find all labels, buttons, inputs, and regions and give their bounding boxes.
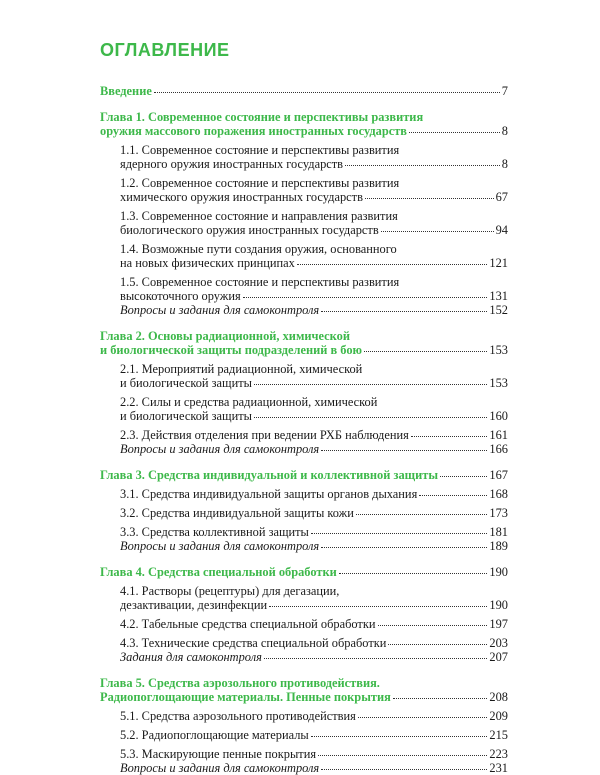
toc-entry-section[interactable] [100,598,508,612]
toc-entry-section-label: 3.1. Средства индивидуальной защиты органов дыхания [120,487,418,501]
dot-leader [345,165,500,166]
dot-leader [381,231,494,232]
toc-entry-section-label: 5.3. Маскирующие пенные покрытия [120,747,317,761]
toc-entry-section[interactable] [100,157,508,171]
toc-page-number: 209 [489,709,508,723]
dot-leader [393,698,488,699]
toc-entry-section-label: 4.3. Технические средства специальной обработки [120,636,387,650]
toc-entry-chapter-line: Глава 2. Основы радиационной, химической [100,329,350,343]
chapter-block [100,110,508,317]
chapter-list [100,98,508,775]
dot-leader [254,417,487,418]
toc-entry-chapter[interactable] [100,343,508,357]
dot-leader [388,644,487,645]
toc-page-number: 207 [489,650,508,664]
toc-entry-section[interactable] [100,409,508,423]
table-of-contents [100,84,508,775]
toc-entry-section[interactable] [100,223,508,237]
toc-entry-chapter-label: Глава 3. Средства индивидуальной и коллективной защиты [100,468,439,482]
toc-entry-section[interactable] [100,636,508,650]
toc-entry-self-check[interactable] [100,442,508,456]
toc-entry-section-label: высокоточного оружия [120,289,241,303]
spacer [100,317,508,329]
toc-entry-section[interactable] [100,428,508,442]
dot-leader [243,297,488,298]
dot-leader [364,351,487,352]
toc-entry-section[interactable] [100,256,508,270]
dot-leader [269,606,487,607]
toc-page-number: 168 [489,487,508,501]
toc-entry-intro[interactable] [100,84,508,98]
dot-leader [311,736,488,737]
dot-leader [378,625,488,626]
toc-entry-section-label: 5.2. Радиопоглощающие материалы [120,728,309,742]
toc-page-number: 231 [489,761,508,775]
toc-entry-self-check[interactable] [100,761,508,775]
toc-entry-section-label: и биологической защиты [120,409,252,423]
toc-entry-section-label: на новых физических принципах [120,256,295,270]
toc-entry-section[interactable] [100,487,508,501]
chapter-block [100,329,508,456]
toc-entry-label: Вопросы и задания для самоконтроля [120,442,320,456]
toc-entry-label: Вопросы и задания для самоконтроля [120,303,320,317]
spacer [100,664,508,676]
toc-entry-section-label: 3.3. Средства коллективной защиты [120,525,309,539]
toc-entry-section-line: 2.1. Мероприятий радиационной, химической [120,362,363,376]
toc-entry-chapter[interactable] [100,468,508,482]
page-title: ОГЛАВЛЕНИЕ [100,40,230,60]
toc-entry-section[interactable] [100,747,508,761]
toc-entry-section-label: химического оружия иностранных государств [120,190,363,204]
toc-page-number: 223 [489,747,508,761]
toc-entry-section-label: 4.2. Табельные средства специальной обработки [120,617,376,631]
toc-entry-section-line: 1.5. Современное состояние и перспективы развития [120,275,400,289]
toc-entry-section-line: 1.2. Современное состояние и перспективы развития [120,176,400,190]
dot-leader [411,436,488,437]
toc-entry-section-label: биологического оружия иностранных государств [120,223,379,237]
toc-entry-label: Вопросы и задания для самоконтроля [120,761,320,775]
toc-entry-chapter-label: Глава 4. Средства специальной обработки [100,565,337,579]
toc-entry-label: Введение [100,84,152,98]
toc-entry-section[interactable] [100,728,508,742]
toc-page-number: 181 [489,525,508,539]
toc-page-number: 153 [489,343,508,357]
toc-page-number: 67 [495,190,508,204]
toc-entry-section-label: 5.1. Средства аэрозольного противодействия [120,709,356,723]
toc-entry-section-line: 1.3. Современное состояние и направления развития [120,209,398,223]
toc-entry-chapter[interactable] [100,124,508,138]
spacer [100,553,508,565]
toc-entry-chapter[interactable] [100,565,508,579]
dot-leader [419,495,487,496]
toc-page-number: 8 [501,157,508,171]
dot-leader [440,476,487,477]
chapter-block [100,676,508,775]
dot-leader [358,717,488,718]
toc-entry-chapter-label: оружия массового поражения иностранных государств [100,124,407,138]
dot-leader [154,92,500,93]
toc-page-number: 160 [489,409,508,423]
toc-page-number: 190 [489,565,508,579]
dot-leader [321,311,487,312]
spacer [100,98,508,110]
toc-entry-section[interactable] [100,190,508,204]
toc-entry-chapter-line: Глава 5. Средства аэрозольного противодействия. [100,676,380,690]
toc-page-number: 94 [495,223,508,237]
toc-entry-chapter-line: Глава 1. Современное состояние и перспективы развития [100,110,424,124]
toc-page-number: 131 [489,289,508,303]
toc-entry-section-label: дезактивации, дезинфекции [120,598,268,612]
toc-entry-chapter-label: Радиопоглощающие материалы. Пенные покрытия [100,690,391,704]
chapter-block [100,468,508,553]
dot-leader [321,547,487,548]
toc-page-number: 197 [489,617,508,631]
toc-page-number: 208 [489,690,508,704]
toc-entry-section-line: 1.1. Современное состояние и перспективы развития [120,143,400,157]
dot-leader [356,514,488,515]
toc-entry-section-line: 2.2. Силы и средства радиационной, химической [120,395,378,409]
toc-entry-section[interactable] [100,376,508,390]
toc-page-number: 152 [489,303,508,317]
toc-entry-self-check[interactable] [100,650,508,664]
toc-entry-section-label: ядерного оружия иностранных государств [120,157,344,171]
toc-page-number: 203 [489,636,508,650]
toc-page-number: 215 [489,728,508,742]
toc-entry-label: Вопросы и задания для самоконтроля [120,539,320,553]
toc-page-number: 190 [489,598,508,612]
dot-leader [254,384,487,385]
toc-entry-label: Задания для самоконтроля [120,650,262,664]
toc-entry-chapter-label: и биологической защиты подразделений в бою [100,343,362,357]
dot-leader [311,533,488,534]
dot-leader [264,658,488,659]
toc-page-number: 153 [489,376,508,390]
toc-page-number: 161 [489,428,508,442]
toc-entry-section[interactable] [100,506,508,520]
toc-page-number: 8 [501,124,508,138]
toc-entry-section-label: 3.2. Средства индивидуальной защиты кожи [120,506,354,520]
dot-leader [321,450,487,451]
dot-leader [409,132,500,133]
toc-entry-section[interactable] [100,525,508,539]
spacer [100,456,508,468]
toc-page-number: 167 [489,468,508,482]
toc-entry-self-check[interactable] [100,303,508,317]
toc-entry-section-line: 4.1. Растворы (рецептуры) для дегазации, [120,584,340,598]
dot-leader [339,573,488,574]
dot-leader [297,264,488,265]
toc-entry-section[interactable] [100,289,508,303]
chapter-block [100,565,508,664]
toc-page-number: 173 [489,506,508,520]
toc-page-number: 7 [501,84,508,98]
toc-entry-section[interactable] [100,709,508,723]
toc-entry-chapter[interactable] [100,690,508,704]
toc-entry-section-label: и биологической защиты [120,376,252,390]
dot-leader [318,755,487,756]
toc-entry-section-line: 1.4. Возможные пути создания оружия, основанного [120,242,397,256]
toc-page-number: 121 [489,256,508,270]
toc-entry-section-label: 2.3. Действия отделения при ведении РХБ наблюдения [120,428,409,442]
dot-leader [365,198,494,199]
toc-page-number: 166 [489,442,508,456]
toc-entry-self-check[interactable] [100,539,508,553]
toc-entry-section[interactable] [100,617,508,631]
dot-leader [321,769,487,770]
toc-page-number: 189 [489,539,508,553]
